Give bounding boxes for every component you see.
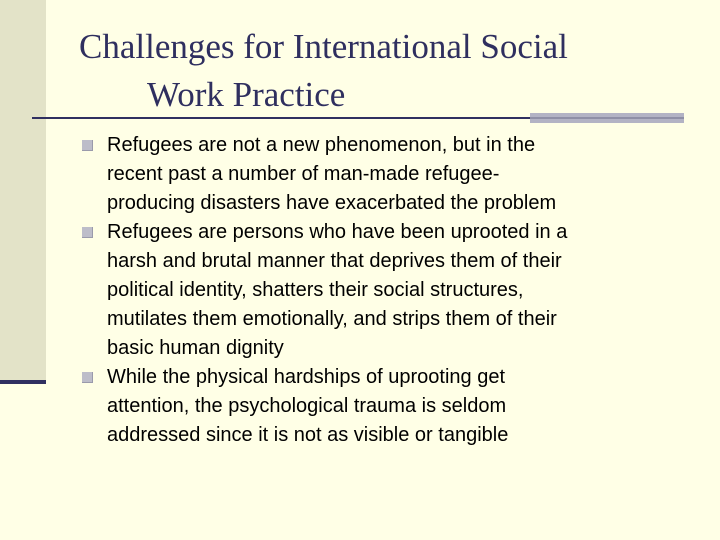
title-underline [32, 117, 532, 119]
square-bullet-icon [82, 227, 93, 238]
bullet-text-line: addressed since it is not as visible or tangible [107, 424, 509, 446]
bullet-text-line: producing disasters have exacerbated the problem [107, 192, 557, 214]
bullet-text-line: basic human dignity [107, 337, 284, 359]
bullet-text-line: harsh and brutal manner that deprives them of their [107, 250, 562, 272]
bullet-text-line: political identity, shatters their social structures, [107, 279, 524, 301]
bullet-list [82, 131, 682, 450]
title-accent-bar-line [530, 117, 684, 119]
bullet-text-line: Refugees are persons who have been uprooted in a [107, 221, 568, 243]
bullet-item [82, 218, 682, 363]
left-bar-underline [0, 380, 46, 384]
square-bullet-icon [82, 372, 93, 383]
bullet-text-line: attention, the psychological trauma is seldom [107, 395, 507, 417]
bullet-text-line: recent past a number of man-made refugee- [107, 163, 500, 185]
bullet-text-line: mutilates them emotionally, and strips them of their [107, 308, 557, 330]
bullet-item [82, 363, 682, 450]
slide-title [79, 23, 699, 119]
slide-title-line-2: Work Practice [147, 75, 346, 114]
square-bullet-icon [82, 140, 93, 151]
left-decorative-bar [0, 0, 46, 382]
slide-title-line-1: Challenges for International Social [79, 27, 568, 66]
bullet-item [82, 131, 682, 218]
bullet-text-line: Refugees are not a new phenomenon, but in the [107, 134, 536, 156]
bullet-text-line: While the physical hardships of uprooting get [107, 366, 506, 388]
